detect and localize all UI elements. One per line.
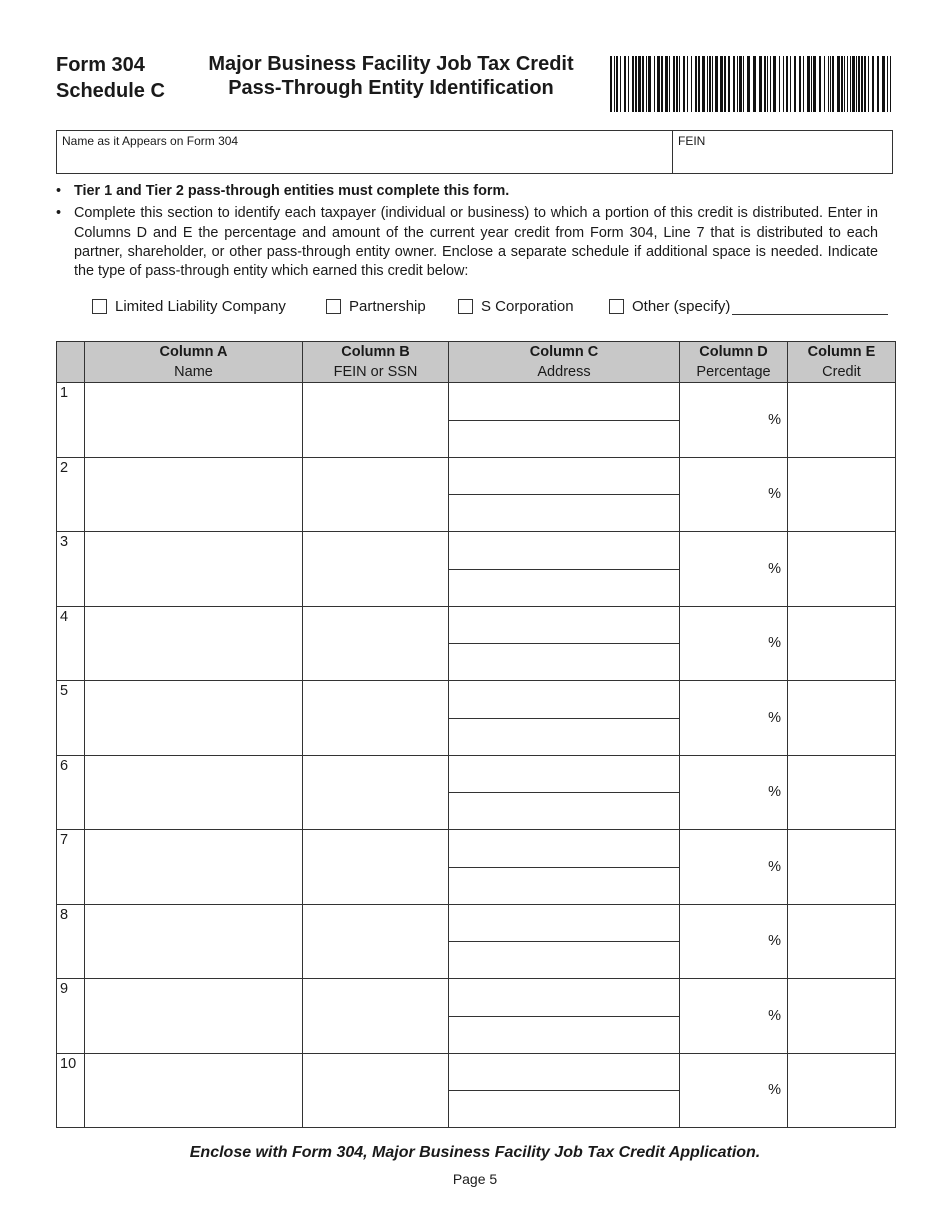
fein-ssn-cell[interactable]	[303, 755, 449, 830]
fein-ssn-cell[interactable]	[303, 830, 449, 905]
credit-cell[interactable]	[788, 904, 896, 979]
fein-ssn-cell[interactable]	[303, 681, 449, 756]
percent-symbol: %	[768, 560, 781, 577]
address-divider	[449, 420, 679, 421]
schedule-label: Schedule C	[56, 80, 165, 102]
address-cell[interactable]	[449, 830, 680, 905]
barcode-bar	[786, 56, 788, 112]
barcode-bar	[767, 56, 768, 112]
percentage-cell[interactable]	[680, 606, 788, 681]
barcode-bar	[687, 56, 688, 112]
barcode-bar	[819, 56, 821, 112]
barcode-bar	[720, 56, 723, 112]
barcode-bar	[669, 56, 670, 112]
other-checkbox[interactable]	[609, 299, 624, 314]
name-cell[interactable]	[85, 681, 303, 756]
barcode-bar	[824, 56, 825, 112]
row-number: 9	[57, 979, 85, 1054]
column-a-title: Column A	[159, 344, 228, 360]
barcode-bar	[844, 56, 845, 112]
barcode-bar	[841, 56, 843, 112]
bullet-dot: •	[56, 205, 62, 222]
percentage-cell[interactable]	[680, 383, 788, 458]
percentage-cell[interactable]	[680, 681, 788, 756]
llc-checkbox[interactable]	[92, 299, 107, 314]
form-number: Form 304	[56, 54, 145, 76]
credit-cell[interactable]	[788, 681, 896, 756]
address-divider	[449, 941, 679, 942]
row-number: 2	[57, 457, 85, 532]
barcode-bar	[861, 56, 863, 112]
entity-option-other[interactable]	[609, 298, 888, 315]
credit-cell[interactable]	[788, 755, 896, 830]
column-d-subtitle: Percentage	[696, 364, 771, 380]
s-corporation-label: S Corporation	[481, 298, 574, 315]
barcode-bar	[709, 56, 711, 112]
address-divider	[449, 867, 679, 868]
bullet-dot: •	[56, 183, 62, 199]
barcode-bar	[683, 56, 685, 112]
barcode-bar	[770, 56, 771, 112]
barcode-bar	[856, 56, 857, 112]
barcode-bar	[837, 56, 840, 112]
instruction-item	[56, 204, 878, 281]
column-b-header	[303, 342, 449, 383]
barcode-bar	[803, 56, 804, 112]
column-e-header	[788, 342, 896, 383]
percent-symbol: %	[768, 933, 781, 950]
address-divider	[449, 643, 679, 644]
column-d-title: Column D	[699, 344, 768, 360]
form-title-line2: Pass-Through Entity Identification	[228, 77, 554, 99]
partnership-label: Partnership	[349, 298, 426, 315]
name-cell[interactable]	[85, 755, 303, 830]
taxpayer-name-input[interactable]	[62, 152, 671, 169]
fein-ssn-cell[interactable]	[303, 532, 449, 607]
table-header-row	[57, 342, 896, 383]
instruction-text: Tier 1 and Tier 2 pass-through entities must complete this form.	[74, 183, 510, 199]
row-number: 5	[57, 681, 85, 756]
barcode-bar	[691, 56, 692, 112]
barcode-bar	[733, 56, 735, 112]
credit-cell[interactable]	[788, 979, 896, 1054]
barcode-bar	[753, 56, 756, 112]
barcode-bar	[679, 56, 680, 112]
barcode-bar	[657, 56, 660, 112]
credit-cell[interactable]	[788, 830, 896, 905]
table-row	[57, 532, 896, 607]
address-cell[interactable]	[449, 606, 680, 681]
llc-label: Limited Liability Company	[115, 298, 286, 315]
page-number: Page 5	[452, 1171, 498, 1187]
barcode-bar	[728, 56, 730, 112]
table-row	[57, 383, 896, 458]
entity-type-options	[92, 298, 894, 320]
address-divider	[449, 792, 679, 793]
address-cell[interactable]	[449, 457, 680, 532]
other-specify-field[interactable]	[732, 299, 888, 315]
percentage-cell[interactable]	[680, 904, 788, 979]
address-cell[interactable]	[449, 532, 680, 607]
percentage-cell[interactable]	[680, 979, 788, 1054]
column-e-subtitle: Credit	[822, 364, 861, 380]
address-cell[interactable]	[449, 979, 680, 1054]
barcode-bar	[665, 56, 668, 112]
credit-cell[interactable]	[788, 1053, 896, 1128]
percent-symbol: %	[768, 411, 781, 428]
taxpayer-fein-input[interactable]	[678, 152, 891, 169]
barcode-bar	[811, 56, 812, 112]
barcode-bar	[828, 56, 829, 112]
credit-cell[interactable]	[788, 383, 896, 458]
barcode-bar	[832, 56, 834, 112]
table-row	[57, 755, 896, 830]
barcode-bar	[743, 56, 744, 112]
address-cell[interactable]	[449, 904, 680, 979]
row-number: 7	[57, 830, 85, 905]
percent-symbol: %	[768, 784, 781, 801]
table-row	[57, 904, 896, 979]
address-divider	[449, 569, 679, 570]
address-divider	[449, 1090, 679, 1091]
barcode-bar	[799, 56, 801, 112]
barcode-bar	[673, 56, 675, 112]
barcode-bar	[632, 56, 634, 112]
column-a-header	[85, 342, 303, 383]
table-row	[57, 979, 896, 1054]
column-c-subtitle: Address	[537, 364, 591, 380]
barcode-bar	[850, 56, 851, 112]
barcode-bar	[794, 56, 796, 112]
barcode-bar	[830, 56, 831, 112]
barcode-bar	[620, 56, 621, 112]
percent-symbol: %	[768, 709, 781, 726]
name-cell[interactable]	[85, 904, 303, 979]
form-identifier	[56, 52, 165, 104]
fein-ssn-cell[interactable]	[303, 1053, 449, 1128]
barcode-bar	[712, 56, 713, 112]
row-number: 8	[57, 904, 85, 979]
percent-symbol: %	[768, 1007, 781, 1024]
table-row	[57, 681, 896, 756]
barcode-bar	[676, 56, 678, 112]
barcode-bar	[739, 56, 742, 112]
barcode-bar	[610, 56, 612, 112]
table-row	[57, 830, 896, 905]
fein-ssn-cell[interactable]	[303, 606, 449, 681]
instruction-item	[56, 182, 878, 201]
table-row	[57, 457, 896, 532]
row-number: 1	[57, 383, 85, 458]
fein-ssn-cell[interactable]	[303, 979, 449, 1054]
column-b-title: Column B	[341, 344, 410, 360]
instruction-text: Complete this section to identify each taxpayer (individual or business) to which a portion of this credit is distributed. Enter in Columns D and E the percentage and amount of the current year credit from Form 304, Line 7 that is distributed to each partner, shareholder, or other pass-through entity owner. Enclose a separate schedule if additional space is needed. Indicate the type of pass-through entity which earned this credit below:	[74, 205, 878, 280]
barcode-bar	[807, 56, 810, 112]
barcode-bar	[747, 56, 750, 112]
barcode-bar	[661, 56, 663, 112]
row-number: 3	[57, 532, 85, 607]
percent-symbol: %	[768, 1082, 781, 1099]
taxpayer-name-label: Name as it Appears on Form 304	[62, 134, 239, 148]
barcode-bar	[858, 56, 860, 112]
barcode-bar	[882, 56, 885, 112]
barcode-bar	[724, 56, 726, 112]
form-title-line1: Major Business Facility Job Tax Credit	[208, 53, 574, 75]
barcode-bar	[868, 56, 869, 112]
barcode-bar	[624, 56, 626, 112]
name-cell[interactable]	[85, 532, 303, 607]
barcode-bar	[737, 56, 738, 112]
barcode-bar	[635, 56, 637, 112]
barcode-bar	[614, 56, 615, 112]
barcode-bar	[877, 56, 879, 112]
taxpayer-identity-box	[56, 130, 893, 174]
barcode-bar	[698, 56, 700, 112]
fein-ssn-cell[interactable]	[303, 904, 449, 979]
barcode-bar	[707, 56, 708, 112]
barcode-bar	[764, 56, 766, 112]
entity-option-partnership[interactable]	[326, 298, 426, 315]
barcode-bar	[695, 56, 697, 112]
column-b-subtitle: FEIN or SSN	[333, 364, 418, 380]
barcode-bar	[790, 56, 791, 112]
partnership-checkbox[interactable]	[326, 299, 341, 314]
enclosure-note: Enclose with Form 304, Major Business Facility Job Tax Credit Application.	[189, 1144, 761, 1161]
column-d-header	[680, 342, 788, 383]
name-cell[interactable]	[85, 606, 303, 681]
name-cell[interactable]	[85, 1053, 303, 1128]
table-row	[57, 1053, 896, 1128]
fein-ssn-cell[interactable]	[303, 457, 449, 532]
credit-cell[interactable]	[788, 606, 896, 681]
name-cell[interactable]	[85, 830, 303, 905]
percent-symbol: %	[768, 858, 781, 875]
barcode-bar	[715, 56, 718, 112]
address-divider	[449, 494, 679, 495]
name-cell[interactable]	[85, 457, 303, 532]
barcode-bar	[813, 56, 816, 112]
pass-through-entity-table	[56, 341, 896, 1128]
row-number: 4	[57, 606, 85, 681]
percent-symbol: %	[768, 486, 781, 503]
address-cell[interactable]	[449, 755, 680, 830]
other-label: Other (specify)	[632, 298, 731, 315]
form-title	[190, 52, 592, 100]
barcode-bar	[890, 56, 891, 112]
barcode-bar	[872, 56, 874, 112]
credit-cell[interactable]	[788, 532, 896, 607]
taxpayer-fein-label: FEIN	[678, 134, 706, 148]
name-cell[interactable]	[85, 979, 303, 1054]
row-number: 6	[57, 755, 85, 830]
table-row	[57, 606, 896, 681]
taxpayer-name-cell	[57, 131, 673, 173]
column-c-title: Column C	[529, 344, 599, 360]
barcode-bar	[773, 56, 776, 112]
barcode-bar	[864, 56, 866, 112]
row-number: 10	[57, 1053, 85, 1128]
barcode-bar	[638, 56, 641, 112]
percentage-cell[interactable]	[680, 457, 788, 532]
barcode-bar	[702, 56, 705, 112]
percentage-cell[interactable]	[680, 830, 788, 905]
percent-symbol: %	[768, 635, 781, 652]
barcode	[610, 56, 894, 112]
barcode-bar	[852, 56, 855, 112]
percentage-cell[interactable]	[680, 755, 788, 830]
address-cell[interactable]	[449, 1053, 680, 1128]
barcode-bar	[648, 56, 651, 112]
address-cell[interactable]	[449, 383, 680, 458]
address-divider	[449, 1016, 679, 1017]
row-number-header	[57, 342, 85, 383]
barcode-bar	[628, 56, 629, 112]
column-e-title: Column E	[807, 344, 876, 360]
percentage-cell[interactable]	[680, 532, 788, 607]
barcode-bar	[646, 56, 647, 112]
barcode-bar	[616, 56, 618, 112]
barcode-bar	[759, 56, 762, 112]
address-divider	[449, 718, 679, 719]
fein-ssn-cell[interactable]	[303, 383, 449, 458]
name-cell[interactable]	[85, 383, 303, 458]
instructions	[56, 182, 878, 284]
address-cell[interactable]	[449, 681, 680, 756]
column-c-header	[449, 342, 680, 383]
entity-option-llc[interactable]	[92, 298, 286, 315]
percentage-cell[interactable]	[680, 1053, 788, 1128]
barcode-bar	[779, 56, 780, 112]
barcode-bar	[654, 56, 655, 112]
entity-option-s-corporation[interactable]	[458, 298, 574, 315]
barcode-bar	[887, 56, 888, 112]
barcode-bar	[642, 56, 644, 112]
barcode-bar	[783, 56, 784, 112]
column-a-subtitle: Name	[174, 364, 213, 380]
taxpayer-fein-cell	[673, 131, 892, 173]
credit-cell[interactable]	[788, 457, 896, 532]
barcode-bar	[847, 56, 848, 112]
s-corporation-checkbox[interactable]	[458, 299, 473, 314]
